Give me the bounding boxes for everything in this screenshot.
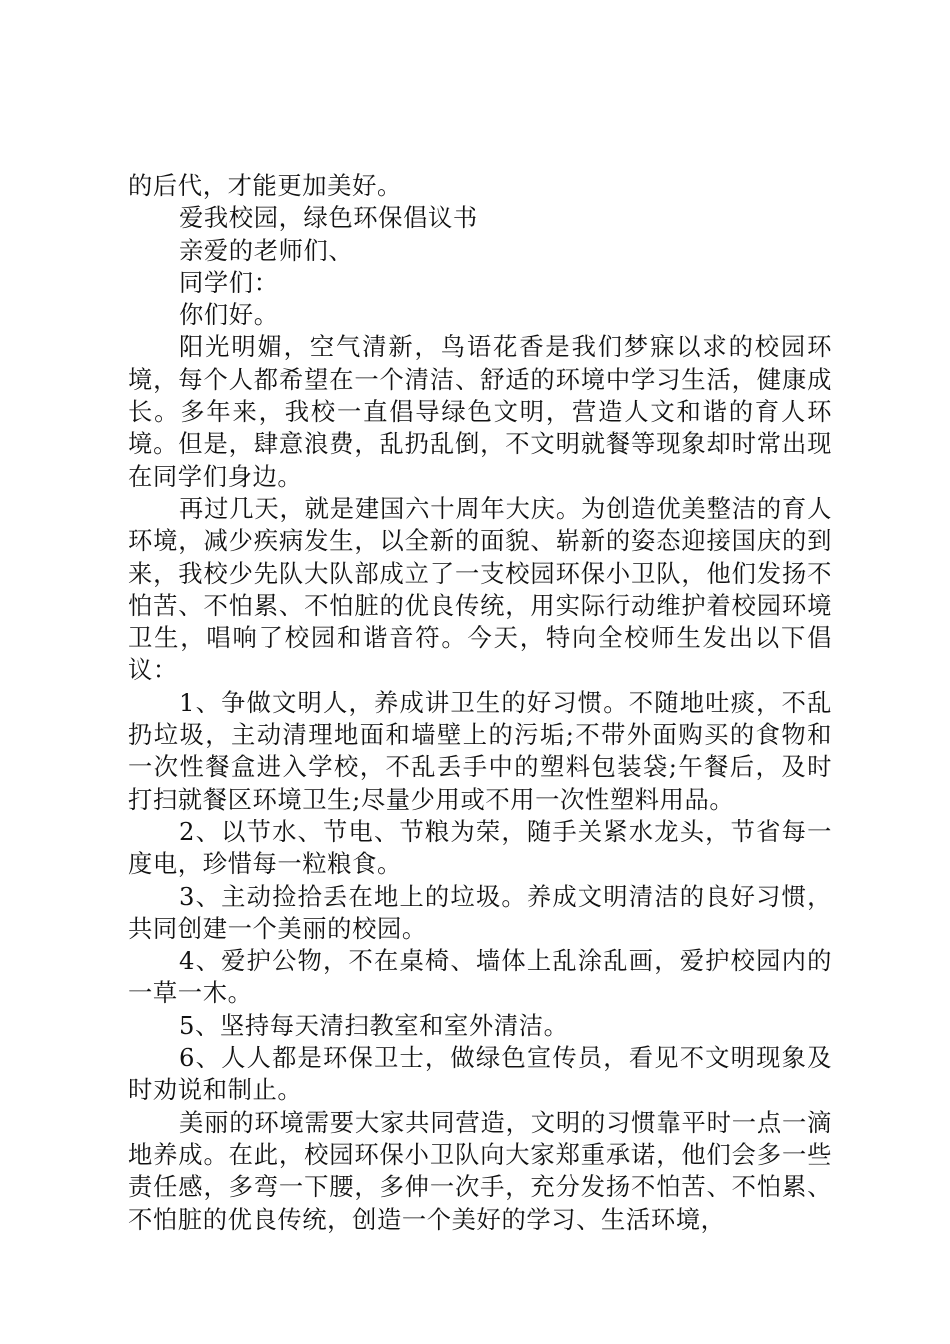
document-body [128, 170, 832, 1236]
proposal-item-3: 3、主动捡拾丢在地上的垃圾。养成文明清洁的良好习惯，共同创建一个美丽的校园。 [128, 881, 832, 943]
paragraph-closing: 美丽的环境需要大家共同营造，文明的习惯靠平时一点一滴地养成。在此，校园环保小卫队向大家郑重承诺，他们会多一些责任感，多弯一下腰，多伸一次手，充分发扬不怕苦、不怕累、不怕脏的优良传统，创造一个美好的学习、生活环境， [128, 1107, 832, 1234]
paragraph-intro: 阳光明媚，空气清新，鸟语花香是我们梦寐以求的校园环境，每个人都希望在一个清洁、舒适的环境中学习生活，健康成长。多年来，我校一直倡导绿色文明，营造人文和谐的育人环境。但是，肆意浪费，乱扔乱倒，不文明就餐等现象却时常出现在同学们身边。 [128, 332, 832, 491]
proposal-item-6: 6、人人都是环保卫士，做绿色宣传员，看见不文明现象及时劝说和制止。 [128, 1043, 832, 1105]
greeting: 你们好。 [179, 300, 279, 330]
proposal-title: 爱我校园，绿色环保倡议书 [179, 203, 478, 233]
salutation-teachers: 亲爱的老师们、 [179, 235, 354, 265]
proposal-item-1: 1、争做文明人，养成讲卫生的好习惯。不随地吐痰，不乱扔垃圾，主动清理地面和墙壁上的污垢;不带外面购买的食物和一次性餐盒进入学校，不乱丢手中的塑料包装袋;午餐后，及时打扫就餐区环境卫生;尽量少用或不用一次性塑料用品。 [128, 687, 832, 814]
paragraph-background: 再过几天，就是建国六十周年大庆。为创造优美整洁的育人环境，减少疾病发生，以全新的面貌、崭新的姿态迎接国庆的到来，我校少先队大队部成立了一支校园环保小卫队，他们发扬不怕苦、不怕累、不怕脏的优良传统，用实际行动维护着校园环境卫生，唱响了校园和谐音符。今天，特向全校师生发出以下倡议： [128, 493, 832, 685]
salutation-students: 同学们： [179, 267, 279, 297]
proposal-item-2: 2、以节水、节电、节粮为荣，随手关紧水龙头，节省每一度电，珍惜每一粒粮食。 [128, 816, 832, 879]
paragraph-continuation: 的后代，才能更加美好。 [128, 171, 402, 200]
proposal-item-4: 4、爱护公物，不在桌椅、墙体上乱涂乱画，爱护校园内的一草一木。 [128, 946, 832, 1008]
proposal-item-5: 5、坚持每天清扫教室和室外清洁。 [179, 1010, 569, 1040]
